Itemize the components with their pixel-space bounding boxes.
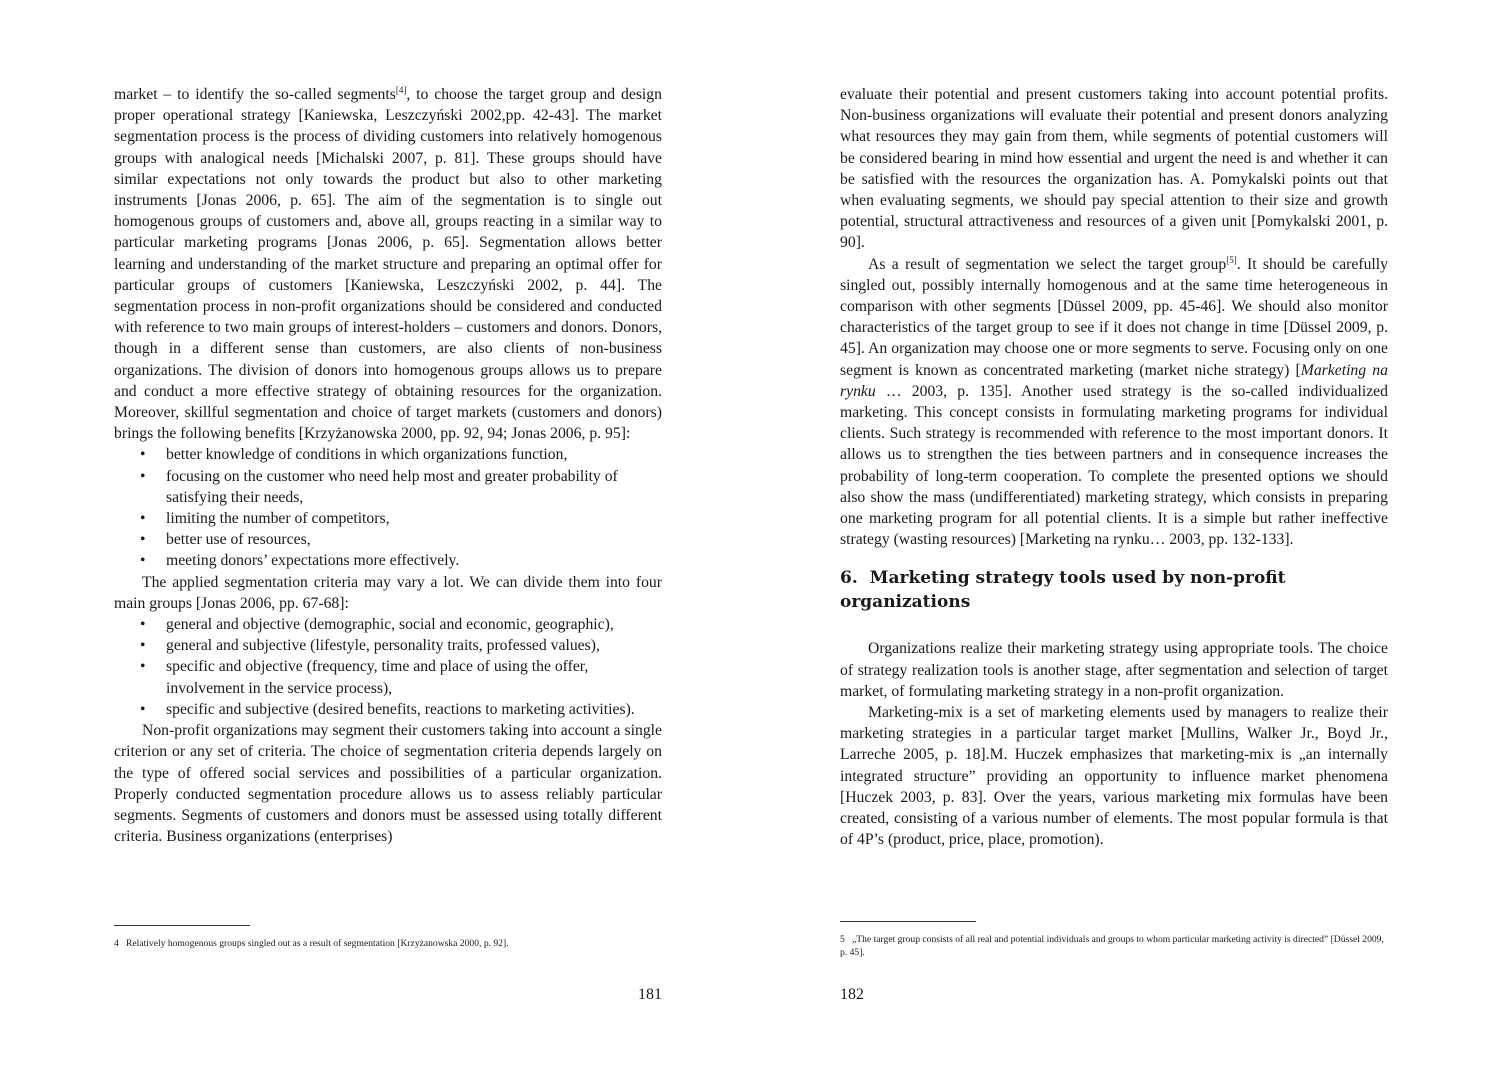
list-item: • limiting the number of competitors, <box>114 508 662 529</box>
footnote-5: 5 „The target group consists of all real and potential individuals and groups to whom particular marketing activity is directed” [Düssel 2009, p. 45]. <box>840 934 1384 958</box>
left-paragraph-1: market – to identify the so-called segments[4], to choose the target group and design proper operational strategy [Kaniewska, Leszczyński 2002,pp. 42-43]. The market segmentation process is the process of dividing customers into relatively homogenous groups with analogical needs [Michalski 2007, p. 81]. These groups should have similar expectations not only towards the product but also to other marketing instruments [Jonas 2006, p. 65]. The aim of the segmentation is to single out homogenous groups of customers and, above all, groups reacting in a similar way to particular marketing programs [Jonas 2006, p. 65]. Segmentation allows better learning and understanding of the market structure and preparing an optimal offer for particular groups of customers [Kaniewska, Leszczyński 2002, p. 44]. The segmentation process in non-profit organizations should be considered and conducted with reference to two main groups of interest-holders – customers and donors. Donors, though in a different sense than customers, are also clients of non-business organizations. The division of donors into homogenous groups allows us to prepare and conduct a more effective strategy of obtaining resources for the organization. Moreover, skillful segmentation and choice of target markets (customers and donors) brings the following benefits [Krzyżanowska 2000, pp. 92, 94; Jonas 2006, p. 95]: <box>114 84 662 443</box>
left-paragraph-3: Non-profit organizations may segment their customers taking into account a single criterion or any set of criteria. The choice of segmentation criteria depends largely on the type of offered social services and possibilities of a particular organization. Properly conducted segmentation procedure allows us to assess reliably particular segments. Segments of customers and donors must be assessed using totally different criteria. Business organizations (enterprises) <box>114 722 662 846</box>
right-paragraph-4: Marketing-mix is a set of marketing elements used by managers to realize their marketing strategies in a particular target market [Mullins, Walker Jr., Boyd Jr., Larreche 2005, p. 18].M. Huczek emphasizes that marketing-mix is „an internally integrated structure” providing an opportunity to influence market phenomena [Huczek 2003, p. 83]. Over the years, various marketing mix formulas have been created, consisting of a various number of elements. The most popular formula is that of 4P’s (product, price, place, promotion). <box>840 704 1388 849</box>
right-paragraph-1: evaluate their potential and present customers taking into account potential profits. Non-business organizations will evaluate their potential and present donors analyzing what resources they may gain from them, while segments of potential customers will be considered bearing in mind how essential and urgent the need is and whether it can be satisfied with the resources the organization has. A. Pomykalski points out that when evaluating segments, we should pay special attention to their size and growth potential, structural attractiveness and resources of a given unit [Pomykalski 2001, p. 90]. <box>840 86 1388 252</box>
page-number: 181 <box>638 986 662 1003</box>
footnote-ref-5: [5] <box>1226 254 1237 265</box>
list-item: • better knowledge of conditions in which organizations function, <box>114 444 662 465</box>
section-heading: 6. Marketing strategy tools used by non-profit organizations <box>840 568 1286 613</box>
list-item: • specific and subjective (desired benefits, reactions to marketing activities). <box>114 699 662 720</box>
list-item: • specific and objective (frequency, time and place of using the offer, involvement in the service process), <box>114 656 662 698</box>
left-paragraph-2: The applied segmentation criteria may vary a lot. We can divide them into four main groups [Jonas 2006, pp. 67-68]: <box>114 573 662 612</box>
footnote-4: 4 Relatively homogenous groups singled out as a result of segmentation [Krzyżanowska 2000, p. 92]. <box>114 938 509 949</box>
list-item: • better use of resources, <box>114 529 662 550</box>
footnote-rule <box>114 925 250 926</box>
list-item: • general and subjective (lifestyle, personality traits, professed values), <box>114 635 662 656</box>
criteria-list <box>114 614 662 720</box>
left-body-text <box>114 84 662 847</box>
list-item: • meeting donors’ expectations more effectively. <box>114 550 662 571</box>
footnote-rule <box>840 921 976 922</box>
list-item: • focusing on the customer who need help most and greater probability of satisfying their needs, <box>114 466 662 508</box>
right-page <box>840 0 1388 1068</box>
right-paragraph-2: As a result of segmentation we select the target group[5]. It should be carefully singled out, possibly internally homogenous and at the same time heterogeneous in comparison with other segments [Düssel 2009, pp. 45-46]. We should also monitor characteristics of the target group to see if it does not change in time [Düssel 2009, p. 45]. An organization may choose one or more segments to serve. Focusing only on one segment is known as concentrated marketing (market niche strategy) [Marketing na rynku … 2003, p. 135]. Another used strategy is the so-called individualized marketing. This concept consists in formulating marketing programs for individual clients. Such strategy is recommended with reference to the most important donors. It allows us to strengthen the ties between partners and in consequence increases the probability of long-term cooperation. To complete the presented options we should also show the mass (undifferentiated) marketing strategy, which consists in preparing one marketing program for all potential clients. It is a simple but rather ineffective strategy (wasting resources) [Marketing na rynku… 2003, pp. 132-133]. <box>840 254 1388 549</box>
left-page <box>114 0 662 1068</box>
page-number: 182 <box>840 986 864 1003</box>
list-item: • general and objective (demographic, social and economic, geographic), <box>114 614 662 635</box>
benefits-list <box>114 444 662 571</box>
footnote-ref-4: [4] <box>395 84 407 95</box>
right-paragraph-3: Organizations realize their marketing strategy using appropriate tools. The choice of strategy realization tools is another stage, after segmentation and selection of target market, of formulating marketing strategy in a non-profit organization. <box>840 640 1388 700</box>
right-body-text <box>840 84 1388 851</box>
